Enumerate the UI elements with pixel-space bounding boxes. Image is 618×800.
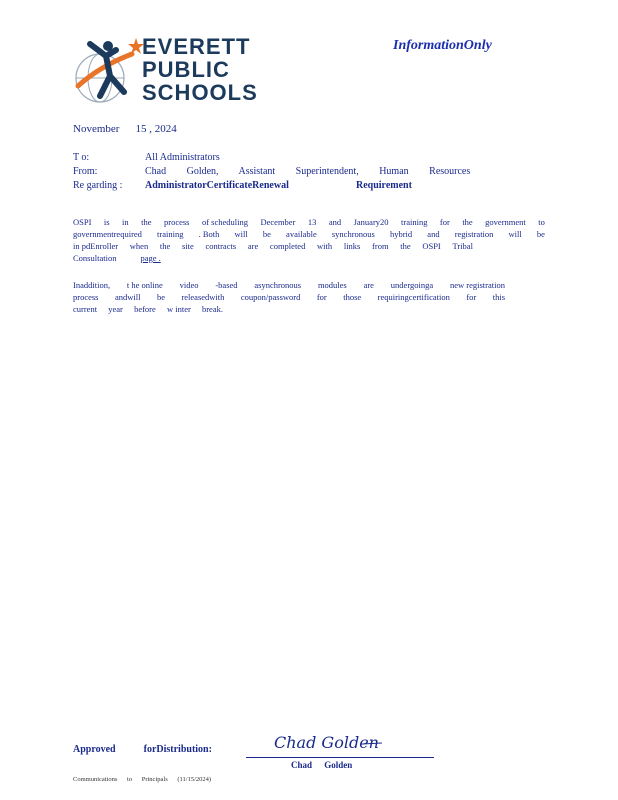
date-day: 15 , [135, 123, 152, 135]
word: asynchronous [254, 280, 302, 290]
word: completed [269, 241, 306, 251]
paragraph-1-line-4 [73, 252, 545, 264]
word: Consultation [73, 253, 117, 263]
word: when [129, 241, 149, 251]
information-only-badge: InformationOnly [393, 38, 492, 53]
word: contracts [205, 241, 237, 251]
word: will [508, 229, 522, 239]
word: registration [454, 229, 494, 239]
word: Inaddition, [73, 280, 111, 290]
regarding-label: Re garding : [73, 180, 123, 191]
word: releasedwith [181, 292, 225, 302]
word: for [439, 217, 450, 227]
word: be [262, 229, 271, 239]
word: government [485, 217, 526, 227]
word: with [317, 241, 333, 251]
runner-with-star-and-globe-icon [70, 36, 144, 110]
word: hybrid [389, 229, 413, 239]
paragraph-2-line-2 [73, 291, 505, 303]
paragraph-1-line-3 [73, 240, 473, 252]
word: andwill [114, 292, 141, 302]
word: are [363, 280, 374, 290]
word: January20 [353, 217, 389, 227]
word: in [122, 217, 129, 227]
word: 13 [307, 217, 317, 227]
word: w inter [166, 304, 191, 314]
word: is [103, 217, 110, 227]
word: Tribal [452, 241, 473, 251]
word: process [164, 217, 190, 227]
word: of scheduling [201, 217, 249, 227]
word: site [181, 241, 194, 251]
date-year: 2024 [154, 123, 177, 135]
from-value: Chad Golden, Assistant Superintendent, Human Resources [145, 166, 471, 177]
word: break. [201, 304, 223, 314]
word: year [108, 304, 123, 314]
consultation-page-link[interactable]: page . [140, 253, 161, 263]
paragraph-1-line-2 [73, 228, 545, 240]
approved-for-distribution [73, 744, 212, 755]
word: OSPI [73, 217, 92, 227]
word: links [343, 241, 361, 251]
regarding-value-2: Requirement [356, 180, 412, 191]
approved-label: Approved [73, 744, 116, 755]
word: are [247, 241, 259, 251]
word: t he online [126, 280, 163, 290]
word: process [73, 292, 99, 302]
word: coupon/password [240, 292, 301, 302]
word: the [159, 241, 171, 251]
handwritten-signature [270, 728, 390, 756]
word: the [141, 217, 152, 227]
word: available [286, 229, 317, 239]
word: in pdEnroller [73, 241, 119, 251]
word: for [466, 292, 477, 302]
logo-line-schools: SCHOOLS [142, 80, 258, 105]
everett-public-schools-logo [70, 34, 258, 110]
memo-date [73, 123, 177, 135]
word: current [73, 304, 98, 314]
word: the [462, 217, 473, 227]
word: the [400, 241, 411, 251]
word: those [343, 292, 362, 302]
to-value: All Administrators [145, 152, 220, 163]
word: training [401, 217, 428, 227]
paragraph-2-line-1 [73, 279, 505, 291]
word: and [328, 217, 342, 227]
word: requiringcertification [377, 292, 450, 302]
signature-line [246, 757, 434, 758]
word: OSPI [422, 241, 441, 251]
word: new registration [449, 280, 505, 290]
word: training [157, 229, 184, 239]
word: before [134, 304, 156, 314]
signature-script: Chad Golden [274, 733, 379, 752]
logo-line-public: PUBLIC [142, 57, 230, 82]
paragraph-2-line-3 [73, 303, 223, 315]
to-label: T o: [73, 152, 90, 163]
word: undergoinga [390, 280, 434, 290]
signer-name: Chad Golden [291, 760, 353, 770]
logo-line-everett: EVERETT [142, 34, 251, 59]
word: synchronous [331, 229, 375, 239]
word: -based [215, 280, 238, 290]
word: video [179, 280, 199, 290]
word: December [260, 217, 296, 227]
word: this [492, 292, 505, 302]
word: modules [317, 280, 347, 290]
paragraph-1 [73, 216, 545, 264]
word: . Both [198, 229, 220, 239]
paragraph-2 [73, 279, 505, 315]
word: for [316, 292, 327, 302]
word: be [536, 229, 545, 239]
word: from [372, 241, 389, 251]
date-month: November [73, 123, 120, 135]
regarding-value: AdministratorCertificateRenewal [145, 180, 289, 191]
word: to [538, 217, 545, 227]
from-label: From: [73, 166, 98, 177]
word: and [427, 229, 440, 239]
paragraph-1-line-1 [73, 216, 545, 228]
word: governmentrequired [73, 229, 142, 239]
footer-note: Communications to Principals (11/15/2024) [73, 776, 212, 783]
for-distribution-label: forDistribution: [143, 744, 212, 755]
word: be [156, 292, 165, 302]
word: will [234, 229, 248, 239]
